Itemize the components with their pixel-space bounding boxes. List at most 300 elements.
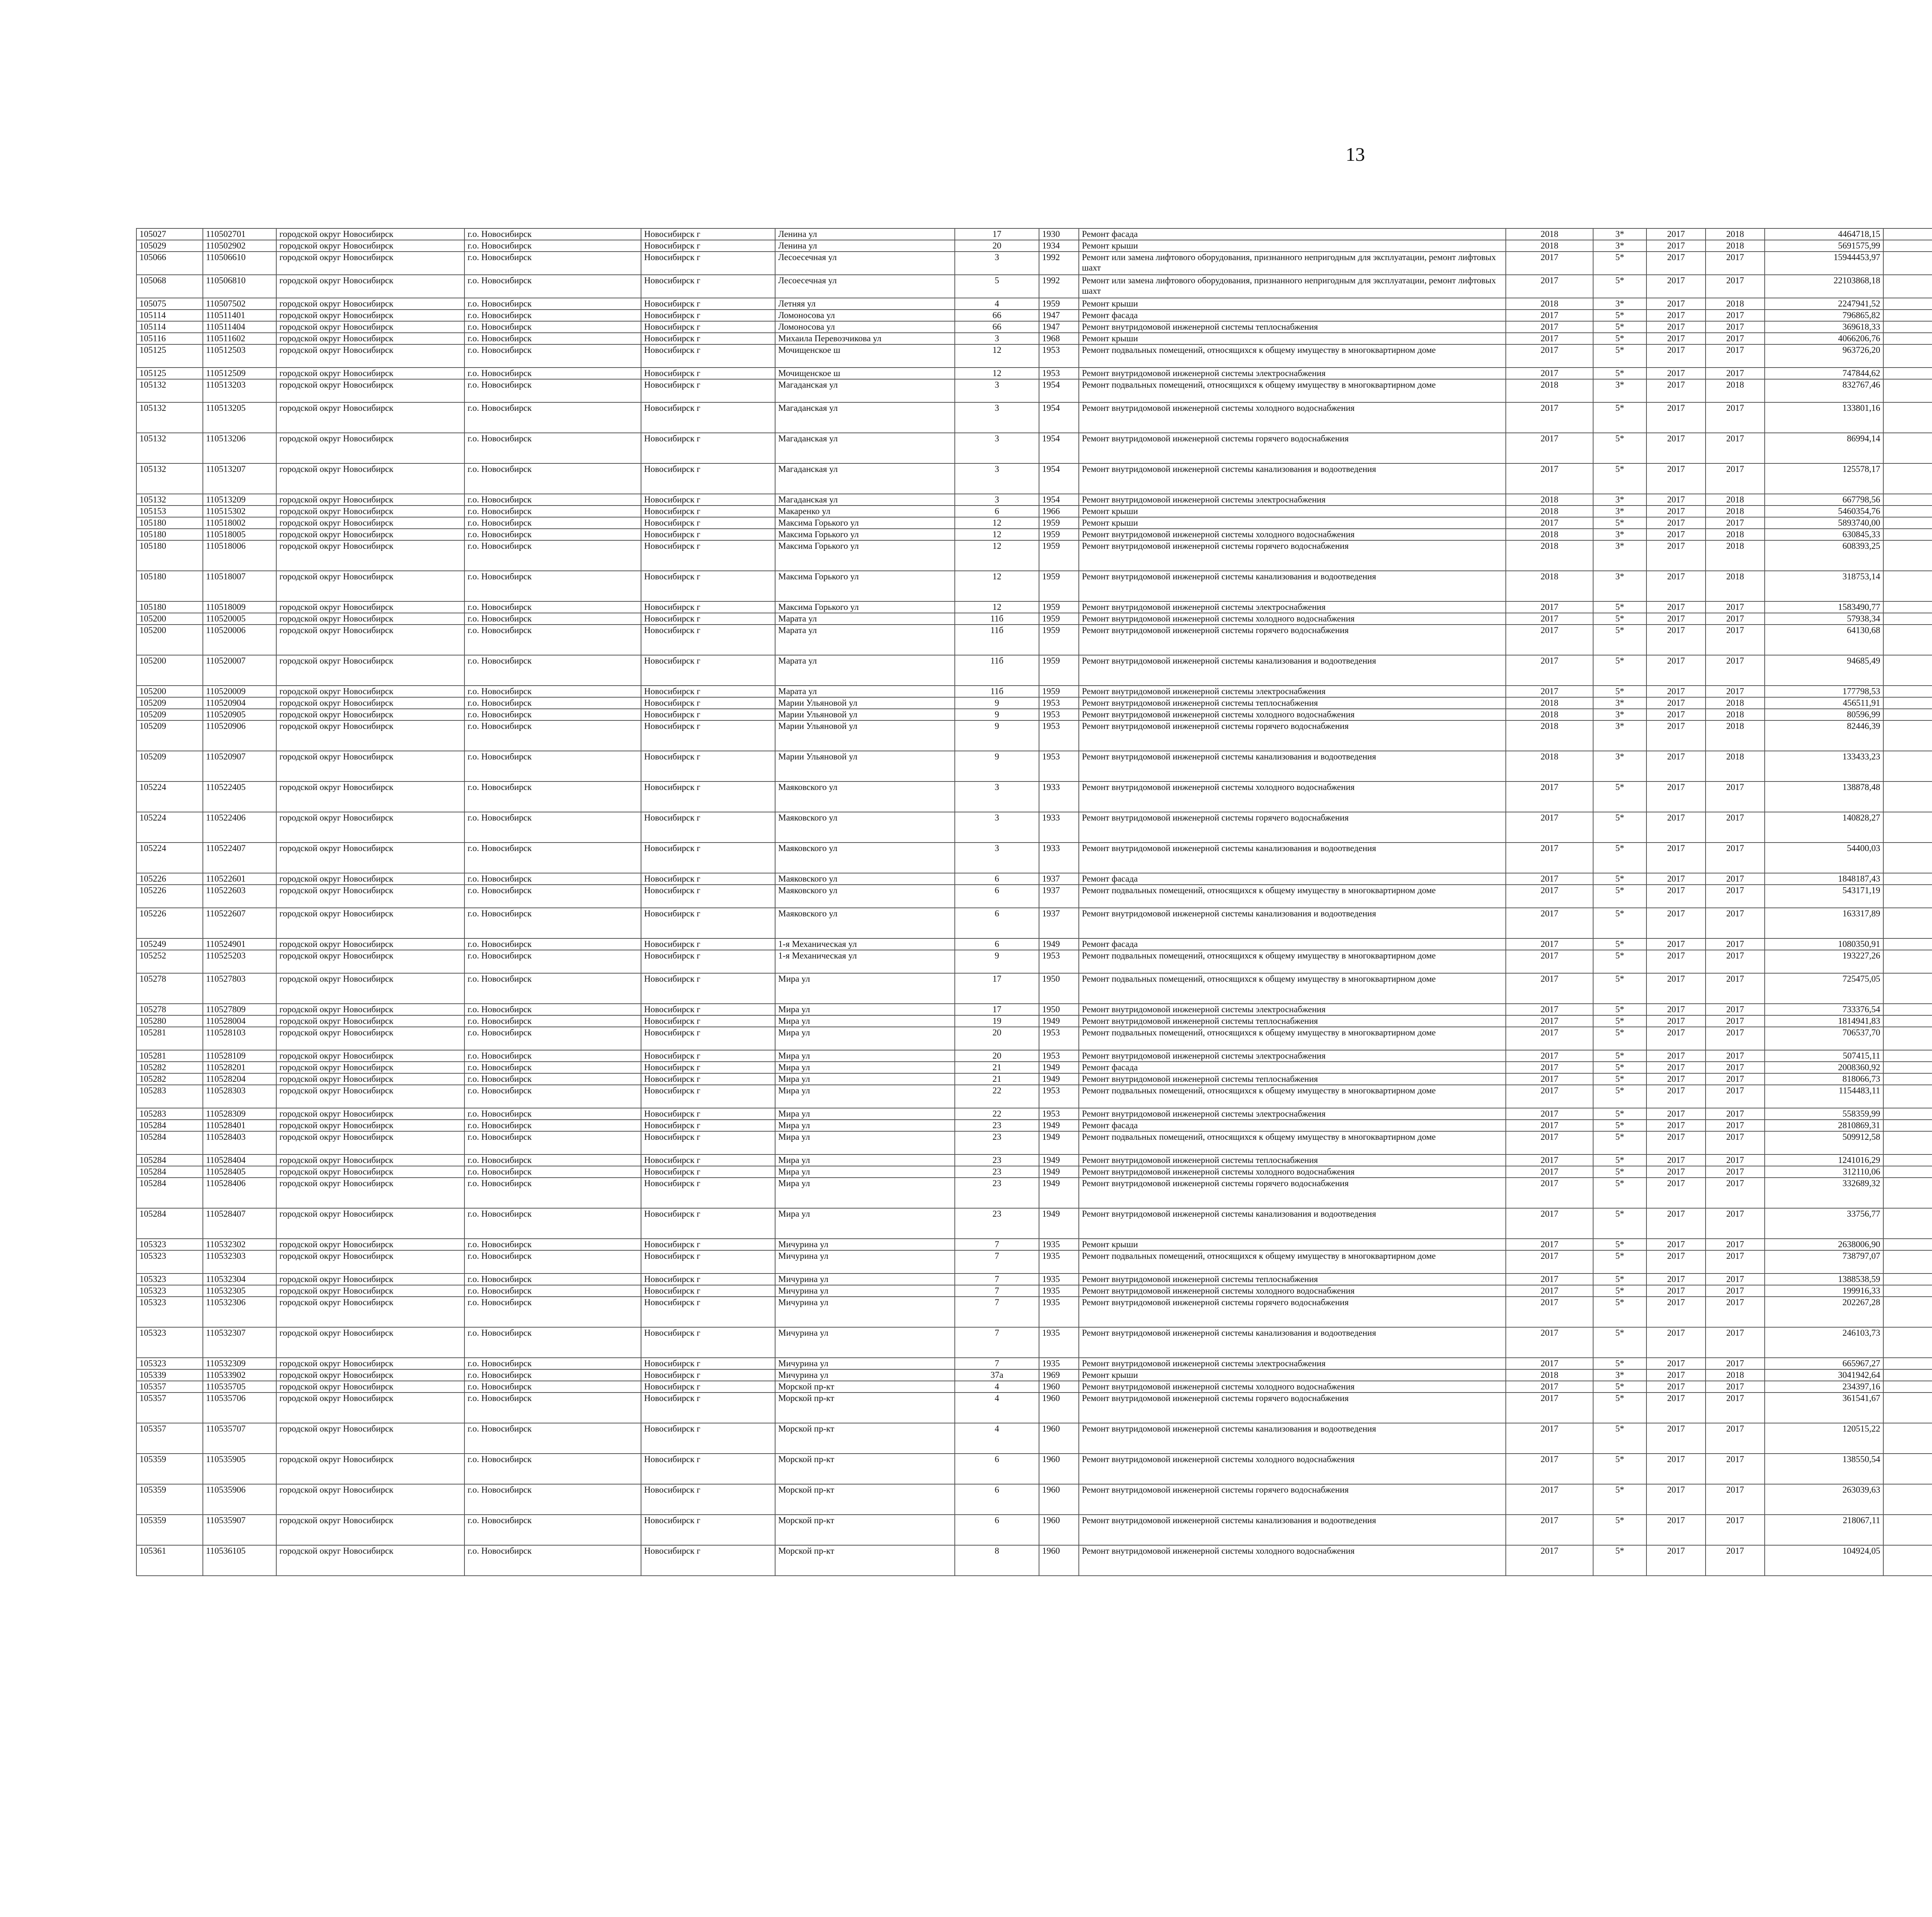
cell-street: Мичурина ул (775, 1369, 955, 1381)
cell-mark: 5* (1593, 517, 1646, 529)
cell-settlement: г.о. Новосибирск (464, 908, 641, 938)
cell-work: Ремонт крыши (1079, 1369, 1506, 1381)
cell-locality: Новосибирск г (641, 601, 775, 613)
cell-work: Ремонт подвальных помещений, относящихся к общему имуществу в многоквартирном доме (1079, 1027, 1506, 1050)
cell-plan-year: 2018 (1506, 529, 1593, 540)
cell-work: Ремонт подвальных помещений, относящихся к общему имуществу в многоквартирном доме (1079, 885, 1506, 908)
cell-plan-year: 2017 (1506, 368, 1593, 379)
cell-year-to: 2017 (1706, 1484, 1765, 1515)
cell-year-to: 2018 (1706, 240, 1765, 252)
cell-id: 105359 (136, 1484, 203, 1515)
cell-settlement: г.о. Новосибирск (464, 1178, 641, 1208)
cell-year-to: 2017 (1706, 1108, 1765, 1120)
cell-cost-part (1883, 1208, 1932, 1239)
table-row (136, 625, 1932, 655)
cell-year-from: 2017 (1646, 908, 1706, 938)
cell-year-from: 2017 (1646, 613, 1706, 625)
cell-cost-total: 747844,62 (1765, 368, 1883, 379)
cell-year-built: 1947 (1039, 310, 1079, 321)
cell-year-built: 1935 (1039, 1273, 1079, 1285)
cell-mark: 3* (1593, 720, 1646, 751)
cell-year-to: 2017 (1706, 1515, 1765, 1545)
cell-cost-part (1883, 240, 1932, 252)
cell-mark: 5* (1593, 1327, 1646, 1358)
cell-year-from: 2017 (1646, 275, 1706, 298)
table-row (136, 686, 1932, 697)
cell-cost-part (1883, 709, 1932, 720)
cell-house: 21 (955, 1062, 1039, 1073)
cell-settlement: г.о. Новосибирск (464, 781, 641, 812)
cell-id: 105114 (136, 321, 203, 333)
cell-work: Ремонт внутридомовой инженерной системы канализования и водоотведения (1079, 751, 1506, 781)
cell-settlement: г.о. Новосибирск (464, 1484, 641, 1515)
cell-cost-part (1883, 1381, 1932, 1393)
cell-year-built: 1969 (1039, 1369, 1079, 1381)
cell-plan-year: 2017 (1506, 1178, 1593, 1208)
cell-mark: 3* (1593, 228, 1646, 240)
table-row (136, 1484, 1932, 1515)
cell-mark: 5* (1593, 625, 1646, 655)
cell-plan-year: 2018 (1506, 228, 1593, 240)
cell-year-from: 2017 (1646, 529, 1706, 540)
cell-work: Ремонт внутридомовой инженерной системы горячего водоснабжения (1079, 540, 1506, 571)
cell-work: Ремонт фасада (1079, 310, 1506, 321)
table-row (136, 973, 1932, 1004)
cell-year-to: 2017 (1706, 368, 1765, 379)
cell-cost-part (1883, 625, 1932, 655)
cell-plan-year: 2017 (1506, 344, 1593, 368)
cell-mark: 5* (1593, 1027, 1646, 1050)
cell-street: Мичурина ул (775, 1358, 955, 1369)
cell-settlement: г.о. Новосибирск (464, 1393, 641, 1423)
cell-id: 105284 (136, 1166, 203, 1178)
cell-work: Ремонт внутридомовой инженерной системы канализования и водоотведения (1079, 1208, 1506, 1239)
cell-id: 105323 (136, 1297, 203, 1327)
cell-municipality: городской округ Новосибирск (276, 1208, 464, 1239)
cell-year-built: 1968 (1039, 333, 1079, 344)
cell-mark: 5* (1593, 252, 1646, 275)
cell-mark: 3* (1593, 298, 1646, 310)
cell-plan-year: 2018 (1506, 506, 1593, 517)
cell-mark: 5* (1593, 1004, 1646, 1015)
cell-year-built: 1960 (1039, 1545, 1079, 1576)
cell-year-built: 1949 (1039, 1131, 1079, 1154)
cell-year-to: 2017 (1706, 1178, 1765, 1208)
cell-street: Морской пр-кт (775, 1454, 955, 1484)
cell-municipality: городской округ Новосибирск (276, 379, 464, 402)
cell-mark: 5* (1593, 1166, 1646, 1178)
cell-street: Максима Горького ул (775, 571, 955, 601)
cell-plan-year: 2017 (1506, 950, 1593, 973)
cell-cost-total: 163317,89 (1765, 908, 1883, 938)
table-row (136, 1178, 1932, 1208)
cell-mark: 5* (1593, 908, 1646, 938)
table-row (136, 720, 1932, 751)
cell-mark: 5* (1593, 781, 1646, 812)
cell-year-built: 1959 (1039, 601, 1079, 613)
cell-code: 110535705 (203, 1381, 276, 1393)
cell-plan-year: 2017 (1506, 1154, 1593, 1166)
cell-settlement: г.о. Новосибирск (464, 310, 641, 321)
cell-street: Маяковского ул (775, 873, 955, 885)
cell-mark: 5* (1593, 1085, 1646, 1108)
table-row (136, 843, 1932, 873)
cell-cost-total: 318753,14 (1765, 571, 1883, 601)
cell-house: 9 (955, 720, 1039, 751)
cell-locality: Новосибирск г (641, 1050, 775, 1062)
cell-cost-total: 15944453,97 (1765, 252, 1883, 275)
cell-locality: Новосибирск г (641, 517, 775, 529)
cell-locality: Новосибирск г (641, 655, 775, 686)
cell-municipality: городской округ Новосибирск (276, 938, 464, 950)
cell-locality: Новосибирск г (641, 1154, 775, 1166)
cell-cost-part (1883, 1004, 1932, 1015)
cell-year-from: 2017 (1646, 1358, 1706, 1369)
cell-house: 3 (955, 463, 1039, 494)
cell-street: Мира ул (775, 1073, 955, 1085)
cell-code: 110506810 (203, 275, 276, 298)
cell-municipality: городской округ Новосибирск (276, 1454, 464, 1484)
cell-settlement: г.о. Новосибирск (464, 1073, 641, 1085)
cell-cost-total: 1241016,29 (1765, 1154, 1883, 1166)
table-row (136, 1208, 1932, 1239)
cell-id: 105224 (136, 812, 203, 843)
cell-municipality: городской округ Новосибирск (276, 506, 464, 517)
cell-locality: Новосибирск г (641, 686, 775, 697)
table-row (136, 1250, 1932, 1273)
cell-year-built: 1935 (1039, 1327, 1079, 1358)
table-row (136, 379, 1932, 402)
cell-code: 110513205 (203, 402, 276, 433)
cell-id: 105132 (136, 433, 203, 463)
cell-work: Ремонт внутридомовой инженерной системы электроснабжения (1079, 1108, 1506, 1120)
cell-locality: Новосибирск г (641, 1484, 775, 1515)
cell-id: 105323 (136, 1327, 203, 1358)
cell-code: 110520907 (203, 751, 276, 781)
cell-year-built: 1954 (1039, 463, 1079, 494)
table-row (136, 613, 1932, 625)
cell-street: Марата ул (775, 625, 955, 655)
cell-plan-year: 2017 (1506, 433, 1593, 463)
cell-year-built: 1992 (1039, 252, 1079, 275)
cell-id: 105249 (136, 938, 203, 950)
cell-work: Ремонт внутридомовой инженерной системы теплоснабжения (1079, 697, 1506, 709)
cell-municipality: городской округ Новосибирск (276, 655, 464, 686)
cell-plan-year: 2017 (1506, 275, 1593, 298)
cell-municipality: городской округ Новосибирск (276, 625, 464, 655)
cell-year-from: 2017 (1646, 1250, 1706, 1273)
cell-mark: 3* (1593, 494, 1646, 506)
cell-municipality: городской округ Новосибирск (276, 1108, 464, 1120)
cell-cost-part (1883, 1545, 1932, 1576)
cell-street: Михаила Перевозчикова ул (775, 333, 955, 344)
cell-year-built: 1953 (1039, 720, 1079, 751)
cell-cost-part (1883, 529, 1932, 540)
cell-code: 110513209 (203, 494, 276, 506)
page-number: 13 (1345, 143, 1365, 165)
cell-plan-year: 2017 (1506, 1027, 1593, 1050)
cell-settlement: г.о. Новосибирск (464, 1085, 641, 1108)
cell-work: Ремонт внутридомовой инженерной системы теплоснабжения (1079, 321, 1506, 333)
cell-mark: 5* (1593, 613, 1646, 625)
cell-year-from: 2017 (1646, 1454, 1706, 1484)
cell-cost-total: 133433,23 (1765, 751, 1883, 781)
cell-year-built: 1966 (1039, 506, 1079, 517)
cell-year-to: 2017 (1706, 1073, 1765, 1085)
cell-work: Ремонт или замена лифтового оборудования, признанного непригодным для эксплуатации, ремонт лифтовых шахт (1079, 275, 1506, 298)
cell-id: 105283 (136, 1085, 203, 1108)
cell-work: Ремонт внутридомовой инженерной системы холодного водоснабжения (1079, 529, 1506, 540)
cell-locality: Новосибирск г (641, 950, 775, 973)
cell-work: Ремонт внутридомовой инженерной системы теплоснабжения (1079, 1015, 1506, 1027)
cell-locality: Новосибирск г (641, 781, 775, 812)
cell-work: Ремонт внутридомовой инженерной системы теплоснабжения (1079, 1273, 1506, 1285)
table-row (136, 463, 1932, 494)
cell-code: 110520006 (203, 625, 276, 655)
cell-work: Ремонт подвальных помещений, относящихся к общему имуществу в многоквартирном доме (1079, 1250, 1506, 1273)
cell-year-to: 2017 (1706, 1381, 1765, 1393)
cell-settlement: г.о. Новосибирск (464, 571, 641, 601)
cell-plan-year: 2017 (1506, 1285, 1593, 1297)
cell-municipality: городской округ Новосибирск (276, 333, 464, 344)
cell-plan-year: 2017 (1506, 1004, 1593, 1015)
cell-house: 12 (955, 529, 1039, 540)
cell-locality: Новосибирск г (641, 1545, 775, 1576)
cell-cost-part (1883, 1327, 1932, 1358)
cell-work: Ремонт внутридомовой инженерной системы горячего водоснабжения (1079, 1178, 1506, 1208)
cell-year-built: 1949 (1039, 938, 1079, 950)
cell-settlement: г.о. Новосибирск (464, 463, 641, 494)
cell-locality: Новосибирск г (641, 333, 775, 344)
cell-settlement: г.о. Новосибирск (464, 601, 641, 613)
cell-code: 110535707 (203, 1423, 276, 1454)
cell-settlement: г.о. Новосибирск (464, 1273, 641, 1285)
cell-mark: 5* (1593, 1454, 1646, 1484)
cell-work: Ремонт внутридомовой инженерной системы холодного водоснабжения (1079, 1545, 1506, 1576)
cell-street: Ломоносова ул (775, 310, 955, 321)
cell-year-built: 1953 (1039, 950, 1079, 973)
cell-mark: 3* (1593, 540, 1646, 571)
cell-id: 105114 (136, 310, 203, 321)
cell-code: 110535706 (203, 1393, 276, 1423)
cell-municipality: городской округ Новосибирск (276, 1239, 464, 1250)
cell-mark: 5* (1593, 275, 1646, 298)
cell-mark: 5* (1593, 601, 1646, 613)
cell-settlement: г.о. Новосибирск (464, 1050, 641, 1062)
cell-locality: Новосибирск г (641, 1297, 775, 1327)
cell-code: 110520009 (203, 686, 276, 697)
table-row (136, 697, 1932, 709)
cell-cost-part (1883, 228, 1932, 240)
cell-locality: Новосибирск г (641, 1085, 775, 1108)
cell-cost-part (1883, 950, 1932, 973)
cell-mark: 5* (1593, 333, 1646, 344)
cell-locality: Новосибирск г (641, 908, 775, 938)
cell-plan-year: 2017 (1506, 781, 1593, 812)
cell-cost-total: 5893740,00 (1765, 517, 1883, 529)
cell-house: 23 (955, 1166, 1039, 1178)
cell-id: 105180 (136, 601, 203, 613)
cell-municipality: городской округ Новосибирск (276, 1393, 464, 1423)
cell-house: 3 (955, 333, 1039, 344)
cell-settlement: г.о. Новосибирск (464, 1062, 641, 1073)
cell-house: 12 (955, 601, 1039, 613)
cell-year-from: 2017 (1646, 402, 1706, 433)
cell-year-built: 1950 (1039, 1004, 1079, 1015)
cell-plan-year: 2017 (1506, 938, 1593, 950)
cell-plan-year: 2017 (1506, 1358, 1593, 1369)
cell-plan-year: 2018 (1506, 720, 1593, 751)
table-row (136, 506, 1932, 517)
cell-street: Марата ул (775, 655, 955, 686)
cell-id: 105357 (136, 1423, 203, 1454)
cell-house: 9 (955, 697, 1039, 709)
cell-cost-total: 796865,82 (1765, 310, 1883, 321)
cell-plan-year: 2017 (1506, 1381, 1593, 1393)
cell-locality: Новосибирск г (641, 1273, 775, 1285)
cell-mark: 5* (1593, 1154, 1646, 1166)
cell-year-built: 1960 (1039, 1381, 1079, 1393)
cell-work: Ремонт внутридомовой инженерной системы электроснабжения (1079, 1004, 1506, 1015)
cell-code: 110528407 (203, 1208, 276, 1239)
table-row (136, 1073, 1932, 1085)
cell-work: Ремонт внутридомовой инженерной системы горячего водоснабжения (1079, 720, 1506, 751)
cell-municipality: городской округ Новосибирск (276, 1154, 464, 1166)
cell-municipality: городской округ Новосибирск (276, 1285, 464, 1297)
cell-house: 3 (955, 781, 1039, 812)
cell-plan-year: 2018 (1506, 494, 1593, 506)
cell-cost-total: 94685,49 (1765, 655, 1883, 686)
cell-cost-total: 832767,46 (1765, 379, 1883, 402)
cell-mark: 5* (1593, 1178, 1646, 1208)
cell-settlement: г.о. Новосибирск (464, 1423, 641, 1454)
cell-mark: 3* (1593, 506, 1646, 517)
cell-code: 110507502 (203, 298, 276, 310)
cell-year-to: 2017 (1706, 1004, 1765, 1015)
cell-street: Магаданская ул (775, 433, 955, 463)
cell-settlement: г.о. Новосибирск (464, 1381, 641, 1393)
table-row (136, 1327, 1932, 1358)
cell-id: 105281 (136, 1027, 203, 1050)
cell-id: 105284 (136, 1178, 203, 1208)
cell-locality: Новосибирск г (641, 1327, 775, 1358)
cell-settlement: г.о. Новосибирск (464, 240, 641, 252)
cell-year-built: 1959 (1039, 540, 1079, 571)
cell-year-built: 1935 (1039, 1297, 1079, 1327)
cell-house: 23 (955, 1208, 1039, 1239)
cell-year-built: 1933 (1039, 812, 1079, 843)
cell-year-to: 2017 (1706, 1027, 1765, 1050)
cell-year-from: 2017 (1646, 298, 1706, 310)
cell-work: Ремонт внутридомовой инженерной системы электроснабжения (1079, 601, 1506, 613)
cell-locality: Новосибирск г (641, 751, 775, 781)
table-row (136, 368, 1932, 379)
cell-settlement: г.о. Новосибирск (464, 950, 641, 973)
cell-cost-part (1883, 1120, 1932, 1131)
cell-id: 105226 (136, 885, 203, 908)
cell-mark: 5* (1593, 1108, 1646, 1120)
cell-plan-year: 2017 (1506, 1327, 1593, 1358)
cell-cost-total: 630845,33 (1765, 529, 1883, 540)
cell-year-from: 2017 (1646, 1297, 1706, 1327)
cell-settlement: г.о. Новосибирск (464, 1027, 641, 1050)
cell-municipality: городской округ Новосибирск (276, 709, 464, 720)
table-row (136, 333, 1932, 344)
cell-street: 1-я Механическая ул (775, 938, 955, 950)
cell-plan-year: 2017 (1506, 252, 1593, 275)
cell-year-to: 2018 (1706, 379, 1765, 402)
cell-work: Ремонт внутридомовой инженерной системы горячего водоснабжения (1079, 1393, 1506, 1423)
cell-id: 105359 (136, 1454, 203, 1484)
cell-locality: Новосибирск г (641, 228, 775, 240)
cell-cost-part (1883, 494, 1932, 506)
cell-plan-year: 2017 (1506, 1484, 1593, 1515)
cell-year-built: 1992 (1039, 275, 1079, 298)
cell-municipality: городской округ Новосибирск (276, 1004, 464, 1015)
cell-house: 4 (955, 298, 1039, 310)
cell-code: 110528401 (203, 1120, 276, 1131)
cell-cost-part (1883, 781, 1932, 812)
cell-id: 105252 (136, 950, 203, 973)
cell-year-from: 2017 (1646, 1484, 1706, 1515)
cell-locality: Новосибирск г (641, 1369, 775, 1381)
cell-year-to: 2017 (1706, 1085, 1765, 1108)
cell-work: Ремонт внутридомовой инженерной системы электроснабжения (1079, 494, 1506, 506)
cell-mark: 5* (1593, 1050, 1646, 1062)
cell-mark: 3* (1593, 697, 1646, 709)
cell-house: 66 (955, 310, 1039, 321)
cell-year-to: 2018 (1706, 540, 1765, 571)
cell-house: 22 (955, 1085, 1039, 1108)
cell-code: 110513207 (203, 463, 276, 494)
cell-municipality: городской округ Новосибирск (276, 368, 464, 379)
cell-cost-total: 332689,32 (1765, 1178, 1883, 1208)
cell-year-built: 1953 (1039, 1027, 1079, 1050)
cell-cost-total: 82446,39 (1765, 720, 1883, 751)
cell-plan-year: 2018 (1506, 697, 1593, 709)
cell-street: Мира ул (775, 1004, 955, 1015)
cell-cost-part (1883, 517, 1932, 529)
cell-house: 17 (955, 973, 1039, 1004)
cell-plan-year: 2018 (1506, 540, 1593, 571)
cell-year-built: 1954 (1039, 402, 1079, 433)
cell-street: Марата ул (775, 613, 955, 625)
cell-year-to: 2017 (1706, 950, 1765, 973)
cell-year-from: 2017 (1646, 1015, 1706, 1027)
cell-id: 105323 (136, 1285, 203, 1297)
cell-house: 11б (955, 625, 1039, 655)
cell-code: 110518006 (203, 540, 276, 571)
cell-year-to: 2017 (1706, 885, 1765, 908)
cell-mark: 5* (1593, 1393, 1646, 1423)
cell-mark: 5* (1593, 1545, 1646, 1576)
cell-municipality: городской округ Новосибирск (276, 1369, 464, 1381)
cell-code: 110528204 (203, 1073, 276, 1085)
cell-year-built: 1949 (1039, 1166, 1079, 1178)
cell-year-to: 2017 (1706, 1327, 1765, 1358)
cell-mark: 5* (1593, 1515, 1646, 1545)
cell-plan-year: 2018 (1506, 751, 1593, 781)
cell-code: 110511404 (203, 321, 276, 333)
table-row (136, 1454, 1932, 1484)
cell-municipality: городской округ Новосибирск (276, 812, 464, 843)
cell-municipality: городской округ Новосибирск (276, 275, 464, 298)
cell-house: 66 (955, 321, 1039, 333)
cell-year-from: 2017 (1646, 1273, 1706, 1285)
cell-street: Морской пр-кт (775, 1515, 955, 1545)
cell-year-to: 2017 (1706, 938, 1765, 950)
table-row (136, 1027, 1932, 1050)
